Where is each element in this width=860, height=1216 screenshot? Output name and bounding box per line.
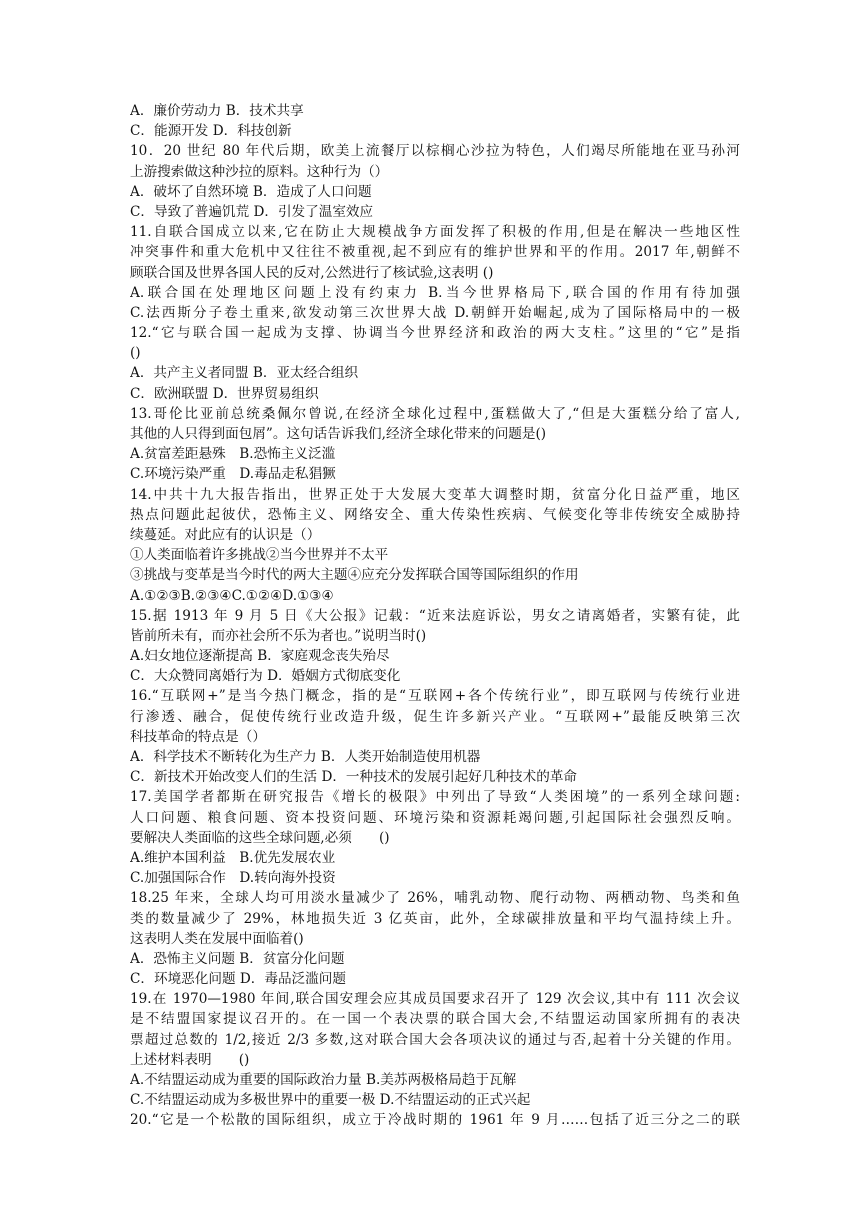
text-line: (): [130, 345, 141, 362]
text-line: C.环境污染严重 D.毒品走私猖獗: [130, 466, 336, 483]
text-line: 16.“互联网+”是当今热门概念，指的是“互联网+各个传统行业”，即互联网与传统行业进: [130, 688, 740, 705]
text-line: A．科学技术不断转化为生产力 B．人类开始制造使用机器: [130, 749, 481, 765]
text-line: 10．20 世纪 80 年代后期，欧美上流餐厅以棕榈心沙拉为特色，人们竭尽所能地在亚马孙河: [130, 143, 740, 160]
text-line: C．能源开发 D．科技创新: [130, 123, 292, 140]
text-line: C．大众赞同离婚行为 D．婚姻方式彻底变化: [130, 668, 401, 685]
text-line: 19.在 1970—1980 年间,联合国安理会应其成员国要求召开了 129 次会议,其中有 111 次会议: [130, 991, 740, 1008]
text-line: 科技革命的特点是（）: [130, 728, 266, 745]
text-line: A．共产主义者同盟 B．亚太经合组织: [130, 365, 359, 382]
text-line: A.联合国在处理地区问题上没有约束力 B.当今世界格局下,联合国的作用有待加强: [130, 284, 740, 301]
text-line: 17.美国学者都斯在研究报告《增长的极限》中列出了导致“人类困境”的一系列全球问题:: [130, 789, 740, 806]
text-line: 热点问题此起彼伏，恐怖主义、网络安全、重大传染性疾病、气候变化等非传统安全威胁持: [130, 506, 740, 523]
text-line: A．破坏了自然环境 B．造成了人口问题: [130, 183, 372, 200]
text-line: 上游搜索做这种沙拉的原料。这种行为（）: [130, 163, 389, 180]
text-line: C．导致了普遍饥荒 D．引发了温室效应: [130, 203, 374, 220]
text-line: C．新技术开始改变人们的生活 D．一种技术的发展引起好几种技术的革命: [130, 769, 578, 786]
text-line: A．恐怖主义问题 B．贫富分化问题: [130, 950, 345, 967]
text-line: C．环境恶化问题 D．毒品泛滥问题: [130, 971, 346, 988]
text-line: 冲突事件和重大危机中又往往不被重视,起不到应有的维护世界和平的作用。2017 年,朝鲜不: [130, 244, 740, 261]
text-line: C.加强国际合作 D.转向海外投资: [130, 870, 336, 887]
text-line: C.不结盟运动成为多极世界中的重要一极 D.不结盟运动的正式兴起: [130, 1092, 531, 1109]
text-line: A．廉价劳动力 B．技术共享: [130, 103, 304, 119]
text-line: 续蔓延。对此应有的认识是（）: [130, 526, 321, 543]
text-line: 顾联合国及世界各国人民的反对,公然进行了核试验,这表明 (): [130, 264, 494, 281]
text-line: 皆前所未有，而亦社会所不乐为者也。”说明当时(): [130, 627, 427, 644]
text-line: 人口问题、粮食问题、资本投资问题、环境污染和资源耗竭问题,引起国际社会强烈反响。: [130, 809, 740, 826]
text-line: 票超过总数的 1/2,接近 2/3 多数,这对联合国大会各项决议的通过与否,起着十分关键的作用。: [130, 1031, 740, 1048]
text-line: 行渗透、融合，促使传统行业改造升级，促生许多新兴产业。“互联网+”最能反映第三次: [130, 708, 740, 725]
document-page: [130, 101, 740, 1131]
text-line: 14.中共十九大报告指出，世界正处于大发展大变革大调整时期，贫富分化日益严重，地区: [130, 486, 740, 503]
text-line: A.①②③B.②③④C.①②④D.①③④: [130, 587, 334, 604]
text-line: C.法西斯分子卷土重来,欲发动第三次世界大战 D.朝鲜开始崛起,成为了国际格局中的一极: [130, 304, 740, 321]
text-line: 11.自联合国成立以来,它在防止大规模战争方面发挥了积极的作用,但是在解决一些地区性: [130, 224, 740, 241]
text-line: 类的数量减少了 29%，林地损失近 3 亿英亩，此外，全球碳排放量和平均气温持续上升。: [130, 910, 740, 927]
text-line: A.贫富差距悬殊 B.恐怖主义泛滥: [130, 446, 336, 463]
text-line: 12.“它与联合国一起成为支撑、协调当今世界经济和政治的两大支柱。”这里的“它”是指: [130, 325, 740, 342]
text-line: 上述材料表明 (): [130, 1051, 250, 1068]
text-line: 这表明人类在发展中面临着(): [130, 930, 304, 947]
text-line: 其他的人只得到面包屑”。这句话告诉我们,经济全球化带来的问题是(): [130, 426, 547, 442]
text-line: A.不结盟运动成为重要的国际政治力量 B.美苏两极格局趋于瓦解: [130, 1072, 517, 1088]
text-line: ③挑战与变革是当今时代的两大主题④应充分发挥联合国等国际组织的作用: [130, 567, 579, 584]
text-line: 20.“它是一个松散的国际组织，成立于冷战时期的 1961 年 9 月……包括了近三分之二的联: [130, 1112, 740, 1129]
text-line: C．欧洲联盟 D．世界贸易组织: [130, 385, 319, 402]
text-line: 15.据 1913 年 9 月 5 日《大公报》记载：“近来法庭诉讼，男女之请离婚者，实繁有徒，此: [130, 607, 740, 624]
text-line: ①人类面临着许多挑战②当今世界并不太平: [130, 547, 389, 564]
text-line: 是不结盟国家提议召开的。在一国一个表决票的联合国大会,不结盟运动国家所拥有的表决: [130, 1011, 740, 1028]
text-line: A.妇女地位逐渐提高 B．家庭观念丧失殆尽: [130, 648, 390, 665]
text-line: 18.25 年来，全球人均可用淡水量减少了 26%，哺乳动物、爬行动物、两栖动物、鸟类和鱼: [130, 890, 740, 907]
text-line: A.维护本国利益 B.优先发展农业: [130, 849, 336, 866]
text-line: 要解决人类面临的这些全球问题,必须 (): [130, 829, 390, 846]
text-line: 13.哥伦比亚前总统桑佩尔曾说,在经济全球化过程中,蛋糕做大了,“但是大蛋糕分给了富人,: [130, 405, 740, 422]
